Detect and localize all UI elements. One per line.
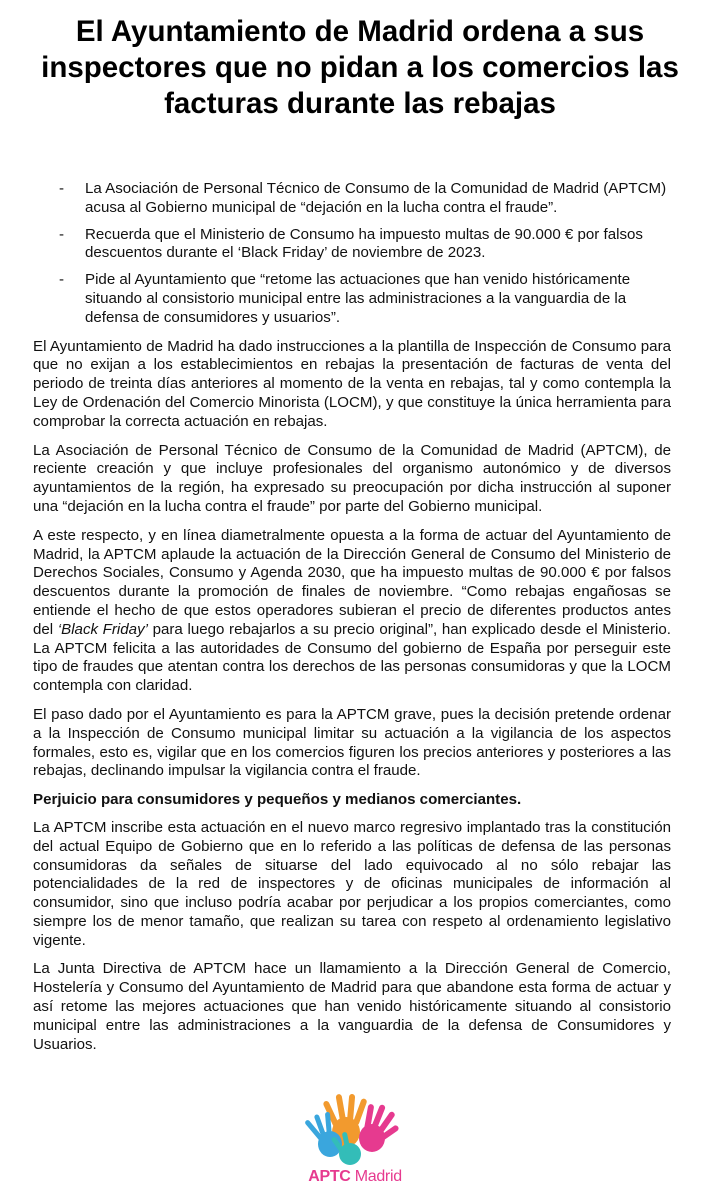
aptc-madrid-logo [300,1092,410,1192]
list-item: - Recuerda que el Ministerio de Consumo ha impuesto multas de 90.000 € por falsos descuentos durante el ‘Black Friday’ de noviembre de 2023. [59,225,643,262]
list-item: - La Asociación de Personal Técnico de Consumo de la Comunidad de Madrid (APTCM) acusa al Gobierno municipal de “dejación en la lucha contra el fraude”. [59,180,667,216]
article-body [33,180,671,1064]
list-item: - Pide al Ayuntamiento que “retome las actuaciones que han venido históricamente situando al consistorio municipal entre las administraciones a la vanguardia de la defensa de consumidores y usuarios”. [59,271,631,326]
paragraph-2: La Asociación de Personal Técnico de Consumo de la Comunidad de Madrid (APTCM), de reciente creación y que incluye profesionales del organismo autonómico y de diversos ayuntamientos de la región, ha expresado su preocupación por dicha instrucción al suponer una “dejación en la lucha contra el fraude” por parte del Gobierno municipal. [33,441,671,515]
paragraph-4: El paso dado por el Ayuntamiento es para la APTCM grave, pues la decisión pretende ordenar a la Inspección de Consumo municipal limitar su actuación a la vigilancia de los aspectos formales, esto es, vigilar que en los comercios figuren los precios anteriores y posteriores a las rebajas, declinando impulsar la vigilancia contra el fraude. [33,705,671,780]
logo-wordmark: APTC Madrid [308,1168,402,1185]
black-friday-emphasis: ‘Black Friday’ [57,620,148,638]
colorful-hands-icon [300,1092,410,1172]
paragraph-5: La APTCM inscribe esta actuación en el nuevo marco regresivo implantado tras la constitución del actual Equipo de Gobierno que en lo referido a las políticas de defensa de las personas consumidoras da señales de situarse del lado equivocado al no sólo rebajar las potencialidades de la red de inspectores y de oficinas municipales de información al consumidor, sino que incluso podría acabar por perjudicar a los propios comerciantes, como siempre los de menor tamaño, que realizan su tarea con respeto al ordenamiento legislativo vigente. [33,818,671,949]
paragraph-6: La Junta Directiva de APTCM hace un llamamiento a la Dirección General de Comercio, Hostelería y Consumo del Ayuntamiento de Madrid para que abandone esta forma de actuar y así retome las mejores actuaciones que han venido históricamente situando al consistorio municipal entre las administraciones a la vanguardia de la defensa de Consumidores y Usuarios. [33,960,671,1053]
page-title: El Ayuntamiento de Madrid ordena a sus inspectores que no pidan a los comercios las facturas durante las rebajas [41,15,679,120]
summary-list [33,180,671,328]
section-heading: Perjuicio para consumidores y pequeños y medianos comerciantes. [33,791,522,809]
paragraph-1: El Ayuntamiento de Madrid ha dado instrucciones a la plantilla de Inspección de Consumo para que no exijan a los establecimientos en rebajas la presentación de facturas de venta del periodo de treinta días anteriores al momento de la venta en rebajas, tal y como contempla la Ley de Ordenación del Comercio Minorista (LOCM), y que constituye la única herramienta para comprobar la correcta actuación en rebajas. [33,337,671,430]
paragraph-3: A este respecto, y en línea diametralmente opuesta a la forma de actuar del Ayuntamiento de Madrid, la APTCM aplaude la actuación de la Dirección General de Consumo del Ministerio de Derechos Sociales, Consumo y Agenda 2030, que ha impuesto multas de 90.000 € por falsos descuentos durante la promoción de finales de noviembre. “Como rebajas engañosas se entiende el hecho de que estos operadores subieran el precio de diferentes productos antes del ‘Black Friday’ para luego rebajarlos a su precio original”, han explicado desde el Ministerio. La APTCM felicita a las autoridades de Consumo del gobierno de España por perseguir este tipo de fraudes que atentan contra los derechos de las personas consumidoras y que la LOCM contempla con claridad. [33,526,671,695]
